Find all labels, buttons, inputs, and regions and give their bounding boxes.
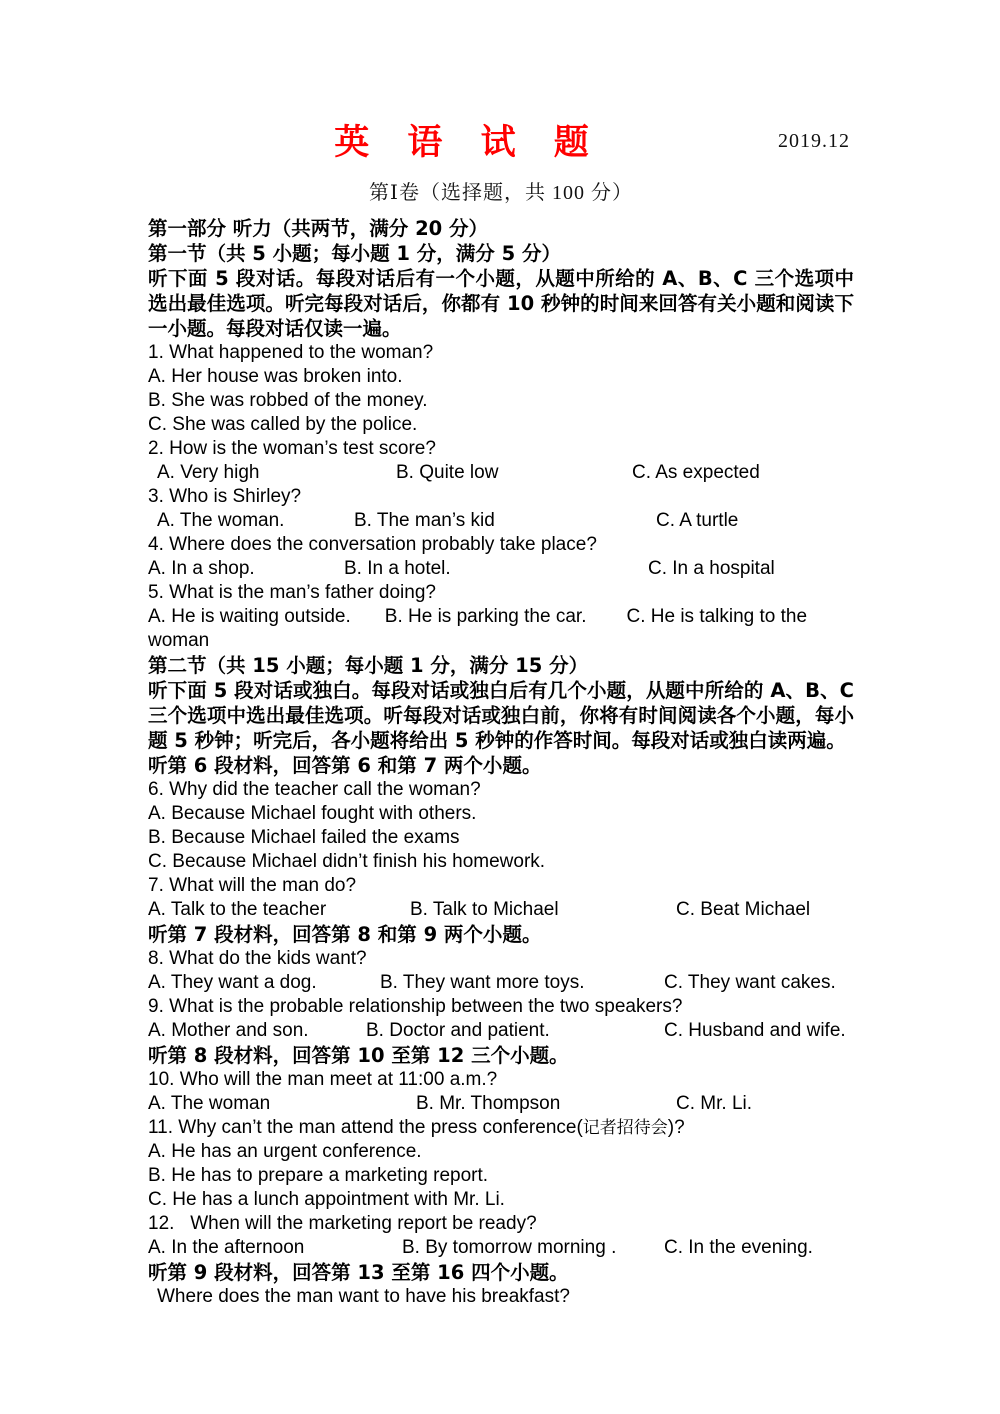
listening-part-heading: 第一部分 听力（共两节，满分 20 分） <box>148 217 489 240</box>
question-11-gloss: 记者招待会 <box>582 1118 668 1138</box>
question-10-stem: 10. Who will the man meet at 11:00 a.m.? <box>148 1069 498 1090</box>
exam-date: 2019.12 <box>778 130 850 152</box>
question-11-stem <box>148 1116 854 1140</box>
question-7-stem: 7. What will the man do? <box>148 875 357 896</box>
question-2-option-b[interactable]: B. Quite low <box>396 462 499 483</box>
question-9-options <box>148 1019 854 1043</box>
question-2-stem: 2. How is the woman’s test score? <box>148 438 436 459</box>
question-11-stem-tail: )? <box>667 1117 685 1138</box>
question-7-options <box>148 898 854 922</box>
title-row <box>148 120 854 174</box>
question-8-option-c[interactable]: C. They want cakes. <box>664 972 836 993</box>
question-3-options <box>148 509 854 533</box>
question-5-options <box>148 605 854 653</box>
question-11-stem-text: 11. Why can’t the man attend the press conference( <box>148 1117 583 1138</box>
question-3-stem: 3. Who is Shirley? <box>148 486 302 507</box>
question-5-option-c[interactable]: C. He is talking to the woman <box>148 606 808 651</box>
question-3-option-b[interactable]: B. The man’s kid <box>354 510 495 531</box>
question-6-stem: 6. Why did the teacher call the woman? <box>148 779 481 800</box>
question-13-stem: Where does the man want to have his breakfast? <box>157 1286 570 1307</box>
question-2-option-a[interactable]: A. Very high <box>157 462 260 483</box>
question-8-options <box>148 971 854 995</box>
question-12-options <box>148 1236 854 1260</box>
question-4-options <box>148 557 854 581</box>
question-11-option-a[interactable]: A. He has an urgent conference. <box>148 1141 422 1162</box>
question-9-option-a[interactable]: A. Mother and son. <box>148 1020 309 1041</box>
listening-section1-heading: 第一节（共 5 小题；每小题 1 分，满分 5 分） <box>148 242 561 265</box>
question-1-option-c[interactable]: C. She was called by the police. <box>148 414 418 435</box>
question-5-option-a[interactable]: A. He is waiting outside. <box>148 606 351 627</box>
question-8-stem: 8. What do the kids want? <box>148 948 367 969</box>
question-5-stem: 5. What is the man’s father doing? <box>148 582 436 603</box>
paper-section-heading: 第Ⅰ卷（选择题，共 100 分） <box>369 182 633 204</box>
question-11-option-b[interactable]: B. He has to prepare a marketing report. <box>148 1165 489 1186</box>
question-3-option-c[interactable]: C. A turtle <box>656 510 739 531</box>
material-8-cue: 听第 8 段材料，回答第 10 至第 12 三个小题。 <box>148 1044 569 1067</box>
question-10-option-a[interactable]: A. The woman <box>148 1093 271 1114</box>
question-12-option-c[interactable]: C. In the evening. <box>664 1237 813 1258</box>
question-12-option-b[interactable]: B. By tomorrow morning . <box>402 1237 617 1258</box>
material-6-cue: 听第 6 段材料，回答第 6 和第 7 两个小题。 <box>148 754 542 777</box>
question-7-option-b[interactable]: B. Talk to Michael <box>410 899 559 920</box>
question-6-option-c[interactable]: C. Because Michael didn’t finish his homework. <box>148 851 546 872</box>
question-3-option-a[interactable]: A. The woman. <box>157 510 285 531</box>
question-7-option-c[interactable]: C. Beat Michael <box>676 899 811 920</box>
question-4-option-a[interactable]: A. In a shop. <box>148 558 255 579</box>
document-body <box>148 120 854 1309</box>
question-12-option-a[interactable]: A. In the afternoon <box>148 1237 305 1258</box>
listening-section1-directions: 听下面 5 段对话。每段对话后有一个小题，从题中所给的 A、B、C 三个选项中选出最佳选项。听完每段对话后，你都有 10 秒钟的时间来回答有关小题和阅读下一小题。每段对话仅读一遍。 <box>148 267 854 340</box>
question-1-stem: 1. What happened to the woman? <box>148 342 434 363</box>
question-4-stem: 4. Where does the conversation probably take place? <box>148 534 597 555</box>
question-9-stem: 9. What is the probable relationship between the two speakers? <box>148 996 683 1017</box>
listening-section2-heading: 第二节（共 15 小题；每小题 1 分，满分 15 分） <box>148 654 589 677</box>
question-1-option-b[interactable]: B. She was robbed of the money. <box>148 390 428 411</box>
page-title: 英 语 试 题 <box>334 123 602 163</box>
question-6-option-a[interactable]: A. Because Michael fought with others. <box>148 803 477 824</box>
question-7-option-a[interactable]: A. Talk to the teacher <box>148 899 327 920</box>
listening-section2-directions: 听下面 5 段对话或独白。每段对话或独白后有几个小题，从题中所给的 A、B、C 三个选项中选出最佳选项。听每段对话或独白前，你将有时间阅读各个小题，每小题 5 秒钟；听完后，各小题将给出 5 秒钟的作答时间。每段对话或独白读两遍。 <box>148 679 854 752</box>
question-8-option-a[interactable]: A. They want a dog. <box>148 972 317 993</box>
question-2-options <box>148 461 854 485</box>
question-8-option-b[interactable]: B. They want more toys. <box>380 972 585 993</box>
question-12-stem: 12. When will the marketing report be ready? <box>148 1213 537 1234</box>
question-9-option-b[interactable]: B. Doctor and patient. <box>366 1020 550 1041</box>
material-7-cue: 听第 7 段材料，回答第 8 和第 9 两个小题。 <box>148 923 542 946</box>
question-11-option-c[interactable]: C. He has a lunch appointment with Mr. Li. <box>148 1189 505 1210</box>
question-10-option-b[interactable]: B. Mr. Thompson <box>416 1093 561 1114</box>
question-1-option-a[interactable]: A. Her house was broken into. <box>148 366 403 387</box>
question-9-option-c[interactable]: C. Husband and wife. <box>664 1020 846 1041</box>
material-9-cue: 听第 9 段材料，回答第 13 至第 16 四个小题。 <box>148 1261 569 1284</box>
question-5-option-b[interactable]: B. He is parking the car. <box>384 606 587 627</box>
question-10-option-c[interactable]: C. Mr. Li. <box>676 1093 753 1114</box>
question-4-option-b[interactable]: B. In a hotel. <box>344 558 451 579</box>
question-6-option-b[interactable]: B. Because Michael failed the exams <box>148 827 460 848</box>
question-10-options <box>148 1092 854 1116</box>
question-2-option-c[interactable]: C. As expected <box>632 462 760 483</box>
question-4-option-c[interactable]: C. In a hospital <box>648 558 775 579</box>
